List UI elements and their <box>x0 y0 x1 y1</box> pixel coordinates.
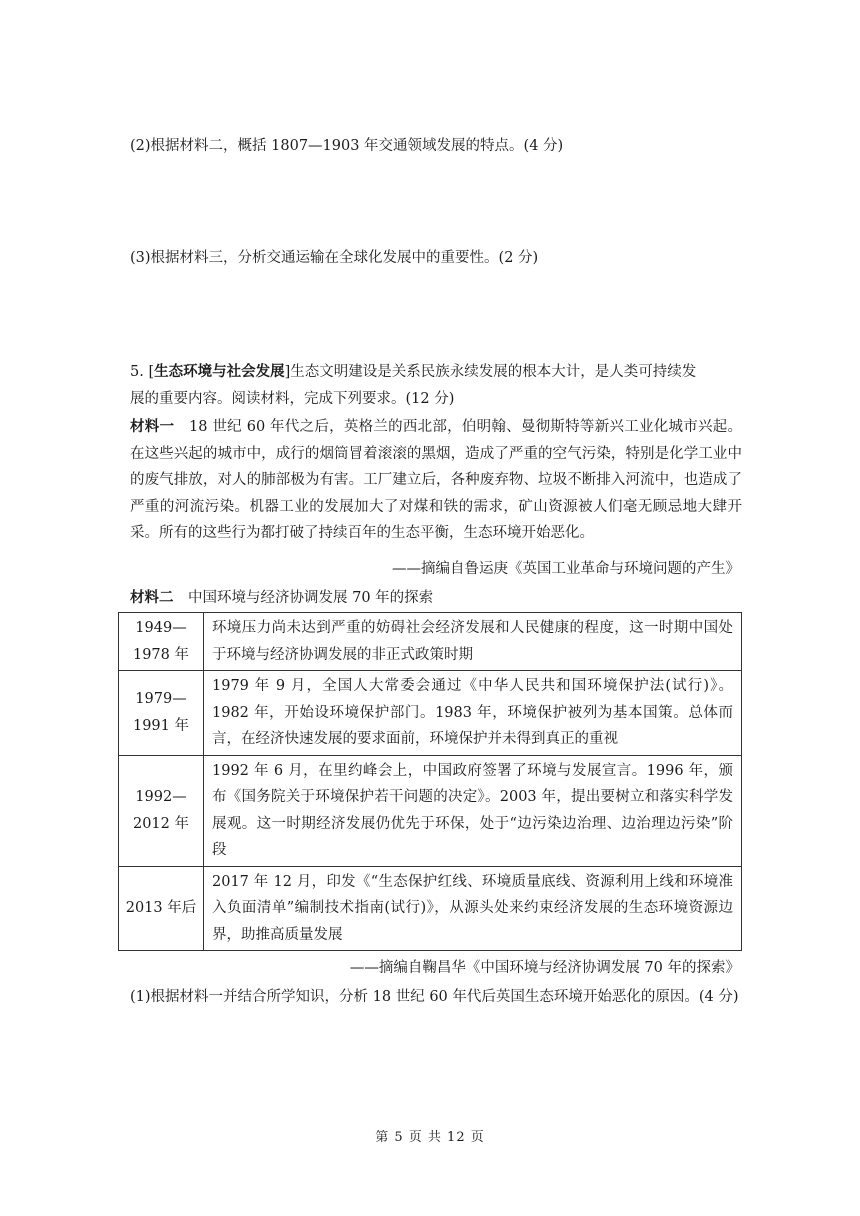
table-row <box>119 671 742 756</box>
period-start: 1979— <box>135 691 187 708</box>
material-1-label: 材料一 <box>130 419 175 435</box>
period-start: 1949— <box>135 620 187 636</box>
period-end: 1978 年 <box>132 646 189 663</box>
period-cell <box>119 613 204 671</box>
period-end: 1991 年 <box>132 717 189 734</box>
period-cell <box>119 671 204 756</box>
material-2-title: 中国环境与经济协调发展 70 年的探索 <box>173 590 434 606</box>
period-cell <box>119 866 204 951</box>
question-3: (3)根据材料三，分析交通运输在全球化发展中的重要性。(2 分) <box>130 250 539 266</box>
problem-5-tag: 生态环境与社会发展 <box>154 364 285 380</box>
problem-5-intro-line1: ]生态文明建设是关系民族永续发展的根本大计，是人类可持续发 <box>284 364 697 380</box>
description-cell: 1979 年 9 月，全国人大常委会通过《中华人民共和国环境保护法(试行)》。1982 年，开始设环境保护部门。1983 年，环境保护被列为基本国策。总体而言，在经济快速发展的要求面前，环境保护并未得到真正的重视 <box>204 671 742 756</box>
table-row <box>119 755 742 866</box>
problem-5-intro-line2: 展的重要内容。阅读材料，完成下列要求。(12 分) <box>130 391 455 407</box>
material-1-text: 18 世纪 60 年代之后，英格兰的西北部，伯明翰、曼彻斯特等新兴工业化城市兴起。在这些兴起的城市中，成行的烟筒冒着滚滚的黑烟，造成了严重的空气污染，特别是化学工业中的废气排放，对人的肺部极为有害。工厂建立后，各种废弃物、垃圾不断排入河流中，也造成了严重的河流污染。机器工业的发展加大了对煤和铁的需求，矿山资源被人们毫无顾忌地大肆开采。所有的这些行为都打破了持续百年的生态平衡，生态环境开始恶化。 <box>130 419 743 541</box>
description-cell: 2017 年 12 月，印发《“生态保护红线、环境质量底线、资源利用上线和环境准入负面清单”编制技术指南(试行)》，从源头处来约束经济发展的生态环境资源边界，助推高质量发展 <box>204 866 742 951</box>
question-2: (2)根据材料二，概括 1807—1903 年交通领域发展的特点。(4 分) <box>130 138 564 154</box>
period-cell <box>119 755 204 866</box>
description-cell: 环境压力尚未达到严重的妨碍社会经济发展和人民健康的程度，这一时期中国处于环境与经济协调发展的非正式政策时期 <box>204 613 742 671</box>
description-cell: 1992 年 6 月，在里约峰会上，中国政府签署了环境与发展宣言。1996 年，颁布《国务院关于环境保护若干问题的决定》。2003 年，提出要树立和落实科学发展观。这一时期经济发展仍优先于环保，处于“边污染边治理、边治理边污染”阶段 <box>204 755 742 866</box>
material-2-label: 材料二 <box>130 590 174 606</box>
material-2-source: ——摘编自鞠昌华《中国环境与经济协调发展 70 年的探索》 <box>349 960 740 976</box>
material-2-heading <box>130 588 433 608</box>
question-1: (1)根据材料一并结合所学知识，分析 18 世纪 60 年代后英国生态环境开始恶化的原因。(4 分) <box>130 989 739 1005</box>
material-1 <box>130 414 742 547</box>
period-start: 1992— <box>135 789 187 805</box>
problem-5-number: 5. [ <box>130 364 155 380</box>
period-end: 2012 年 <box>132 815 189 832</box>
table-row <box>119 613 742 671</box>
period-start: 2013 年后 <box>125 900 197 916</box>
material-1-source: ——摘编自鲁运庚《英国工业革命与环境问题的产生》 <box>392 561 740 577</box>
problem-5-intro <box>130 362 742 382</box>
material-2-table <box>118 612 742 951</box>
table-row <box>119 866 742 951</box>
page-footer: 第 5 页 共 12 页 <box>375 1130 485 1145</box>
